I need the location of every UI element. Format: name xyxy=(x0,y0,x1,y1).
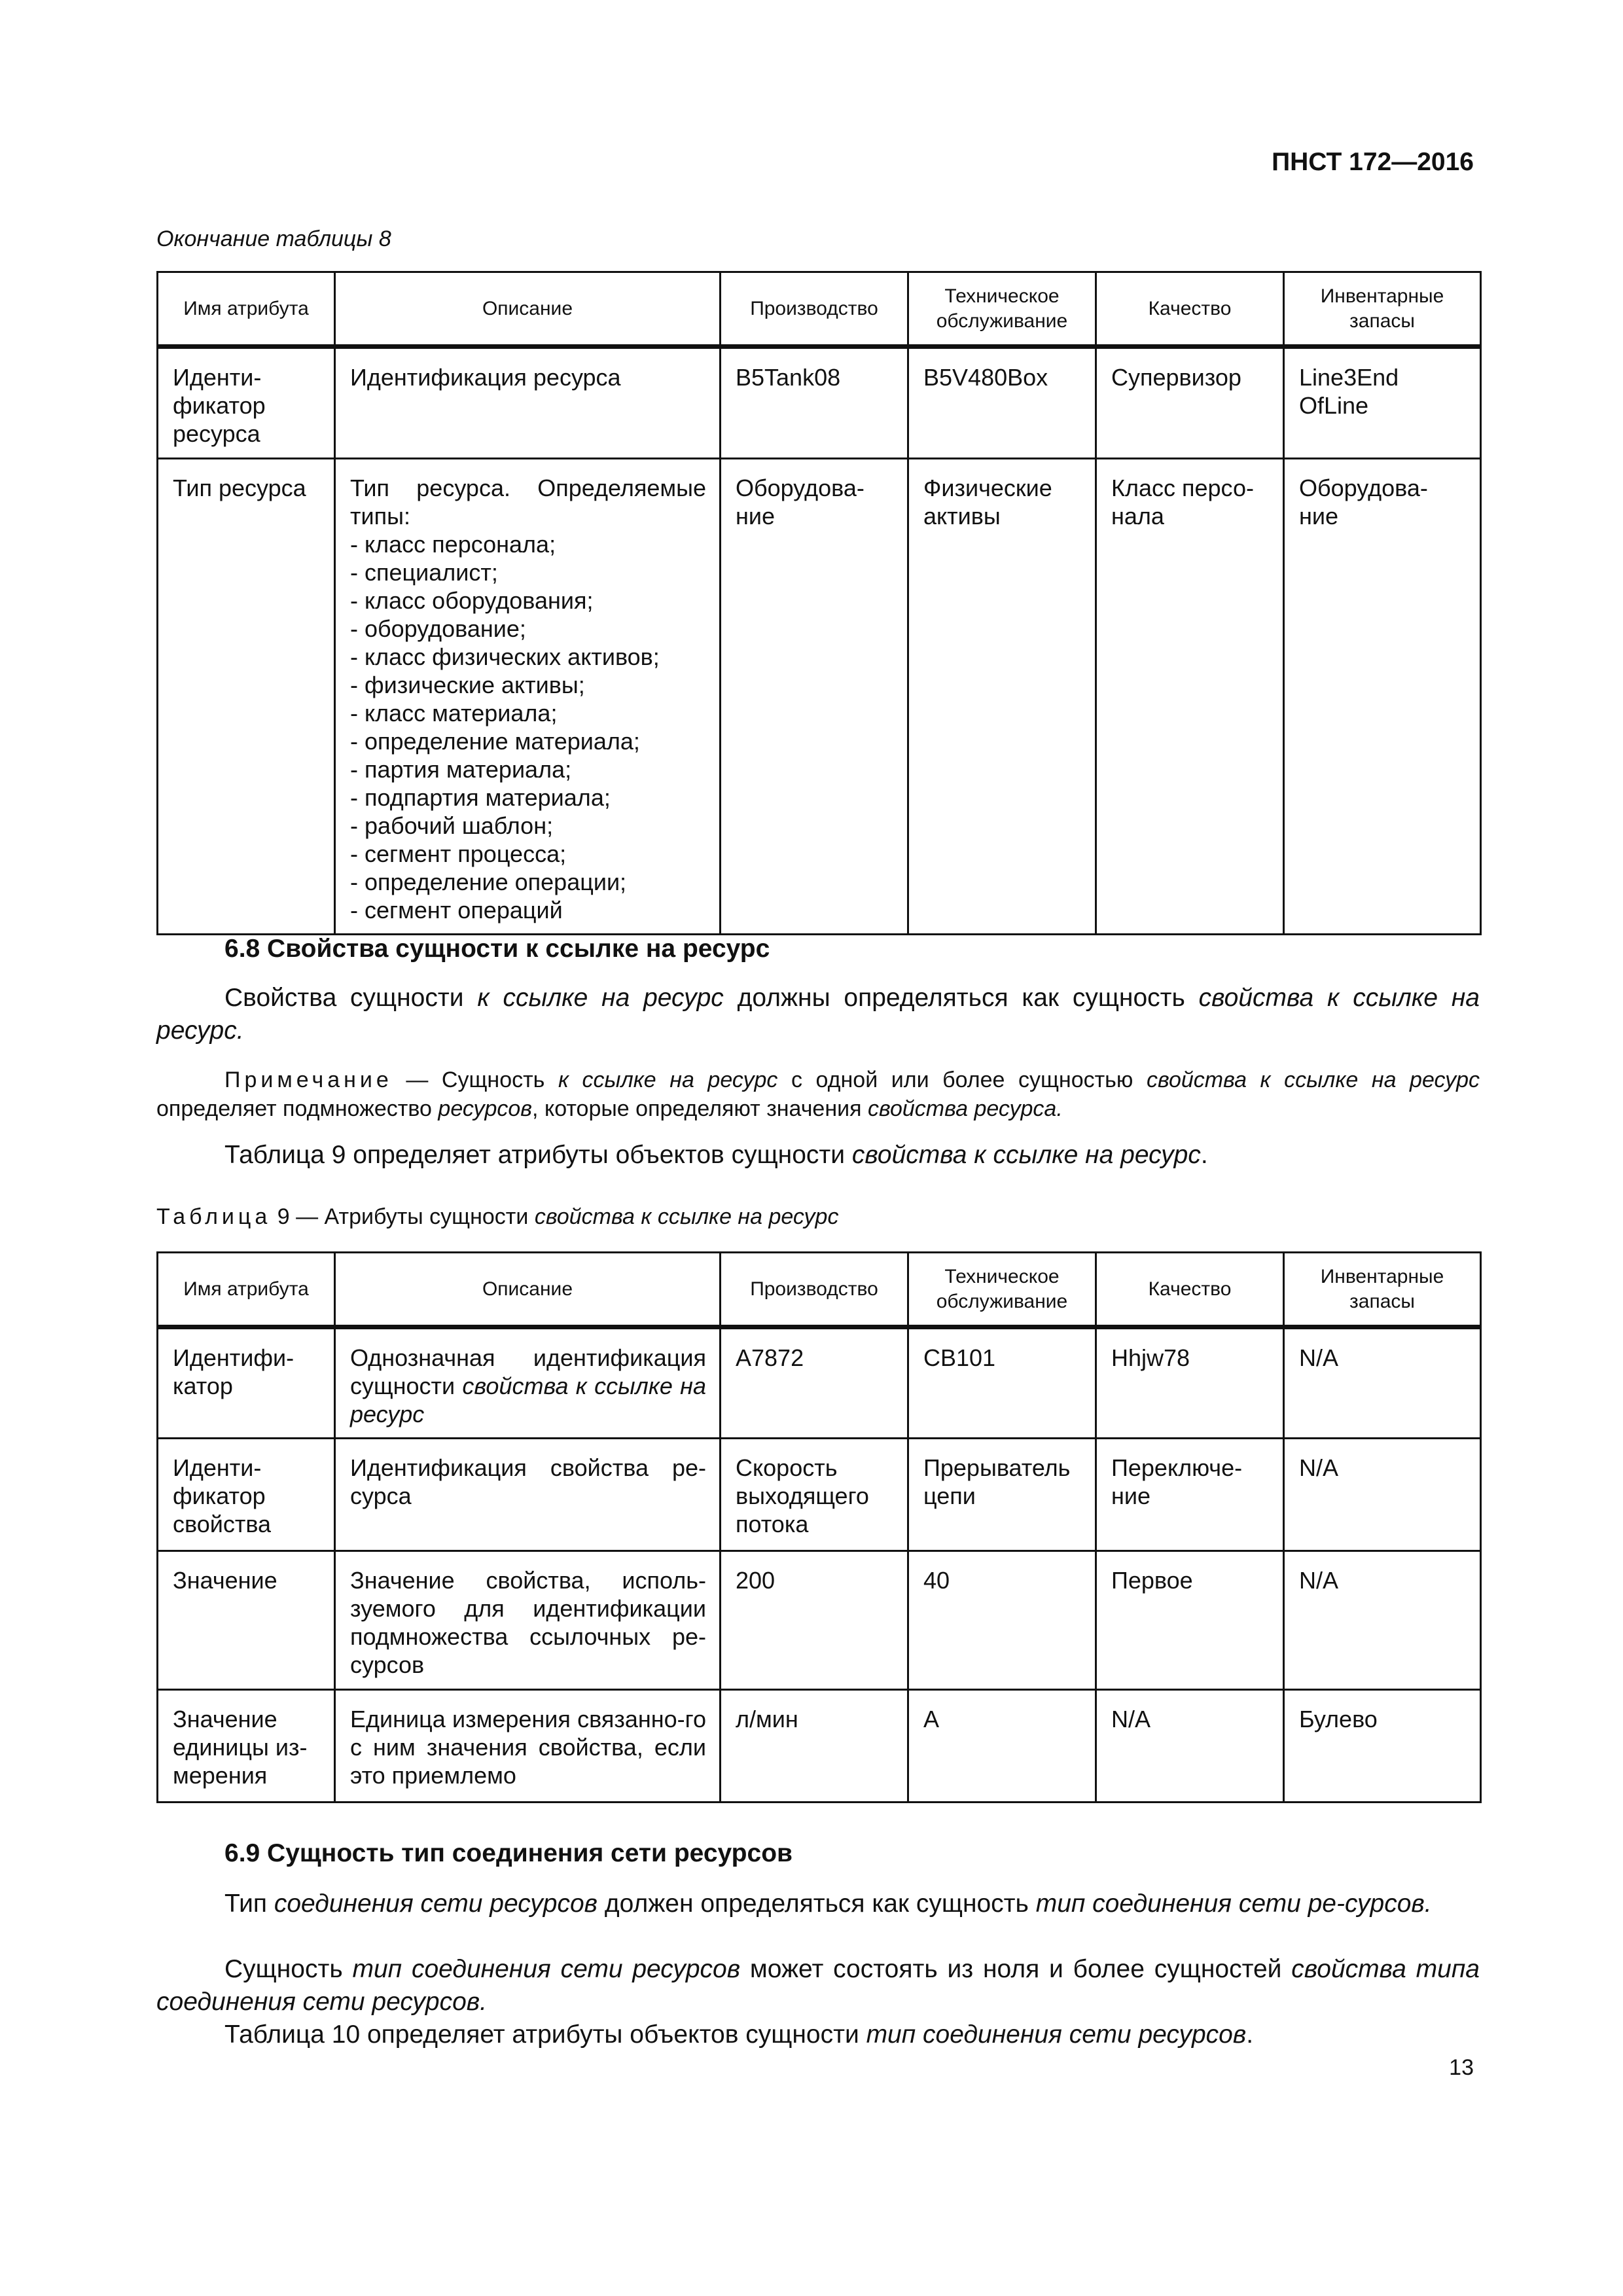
cell-quality: Hhjw78 xyxy=(1096,1327,1284,1439)
list-item: - сегмент операций xyxy=(350,896,706,924)
section-6-9-paragraph-1: Тип соединения сети ресурсов должен определяться как сущность тип соединения сети ре-сурсов. xyxy=(224,1890,1432,1918)
list-item: - класс материала; xyxy=(350,699,706,727)
column-header: Производство xyxy=(721,1253,908,1327)
column-header: Техническое обслуживание xyxy=(908,1253,1096,1327)
section-6-8-note: Примечание — Сущность к ссылке на ресурс с одной или более сущностью свойства к ссылке на ресурс определяет подмножество ресурсов, которые определяют значения свойства ресурса. xyxy=(156,1067,1480,1121)
list-item: - класс персонала; xyxy=(350,530,706,558)
section-6-8-paragraph-2: Таблица 9 определяет атрибуты объектов сущности свойства к ссылке на ресурс. xyxy=(224,1141,1208,1169)
column-header: Качество xyxy=(1096,272,1284,347)
table-row xyxy=(158,459,1481,935)
cell-inventory: N/A xyxy=(1284,1551,1481,1690)
list-item: - определение материала; xyxy=(350,727,706,755)
list-item: - подпартия материала; xyxy=(350,783,706,812)
cell-quality: Класс персо-нала xyxy=(1096,459,1284,935)
table-row xyxy=(158,1439,1481,1551)
list-item: - класс оборудования; xyxy=(350,586,706,615)
cell-description: Идентификация свойства ре-сурса xyxy=(335,1439,721,1551)
list-item: - рабочий шаблон; xyxy=(350,812,706,840)
column-header: Имя атрибута xyxy=(158,272,335,347)
cell-production: Скорость выходящего потока xyxy=(721,1439,908,1551)
table8-caption: Окончание таблицы 8 xyxy=(156,226,391,251)
page-number: 13 xyxy=(1449,2055,1474,2080)
cell-inventory: Line3End OfLine xyxy=(1284,347,1481,459)
cell-maintenance: CB101 xyxy=(908,1327,1096,1439)
list-item: - специалист; xyxy=(350,558,706,586)
cell-attribute-name: Тип ресурса xyxy=(158,459,335,935)
cell-description: Однозначная идентификация сущности свойства к ссылке на ресурс xyxy=(335,1327,721,1439)
table-row xyxy=(158,1551,1481,1690)
document-code: ПНСТ 172—2016 xyxy=(1272,148,1474,176)
section-6-8-heading: 6.8 Свойства сущности к ссылке на ресурс xyxy=(224,935,770,963)
column-header: Описание xyxy=(335,1253,721,1327)
cell-quality: N/A xyxy=(1096,1690,1284,1803)
column-header: Описание xyxy=(335,272,721,347)
cell-inventory: N/A xyxy=(1284,1439,1481,1551)
column-header: Инвентарные запасы xyxy=(1284,1253,1481,1327)
cell-production: 200 xyxy=(721,1551,908,1690)
table9-caption: Таблица 9 — Атрибуты сущности свойства к ссылке на ресурс xyxy=(156,1204,839,1229)
table-row xyxy=(158,347,1481,459)
cell-description: Идентификация ресурса xyxy=(335,347,721,459)
cell-description: Значение свойства, исполь-зуемого для идентификации подмножества ссылочных ре-сурсов xyxy=(335,1551,721,1690)
section-6-8-paragraph-1: Свойства сущности к ссылке на ресурс должны определяться как сущность свойства к ссылке на ресурс. xyxy=(156,984,1480,1045)
cell-maintenance: B5V480Box xyxy=(908,347,1096,459)
cell-inventory: N/A xyxy=(1284,1327,1481,1439)
cell-maintenance: Прерыватель цепи xyxy=(908,1439,1096,1551)
cell-attribute-name: Значение xyxy=(158,1551,335,1690)
column-header: Качество xyxy=(1096,1253,1284,1327)
list-item: - сегмент процесса; xyxy=(350,840,706,868)
list-item: - физические активы; xyxy=(350,671,706,699)
column-header: Имя атрибута xyxy=(158,1253,335,1327)
list-item: - партия материала; xyxy=(350,755,706,783)
cell-attribute-name: Иденти-фикатор ресурса xyxy=(158,347,335,459)
resource-type-list xyxy=(350,530,706,924)
list-item: - определение операции; xyxy=(350,868,706,896)
list-item: - класс физических активов; xyxy=(350,643,706,671)
column-header: Техническое обслуживание xyxy=(908,272,1096,347)
table-8 xyxy=(156,271,1482,935)
cell-production: B5Tank08 xyxy=(721,347,908,459)
cell-attribute-name: Идентифи-катор xyxy=(158,1327,335,1439)
section-6-9-paragraph-2: Сущность тип соединения сети ресурсов может состоять из ноля и более сущностей свойства типа соединения сети ресурсов. xyxy=(156,1955,1480,2016)
column-header: Инвентарные запасы xyxy=(1284,272,1481,347)
cell-quality: Супервизор xyxy=(1096,347,1284,459)
cell-inventory: Оборудова-ние xyxy=(1284,459,1481,935)
cell-maintenance: A xyxy=(908,1690,1096,1803)
section-6-9-paragraph-3: Таблица 10 определяет атрибуты объектов сущности тип соединения сети ресурсов. xyxy=(224,2020,1254,2049)
cell-production: Оборудова-ние xyxy=(721,459,908,935)
cell-quality: Переключе-ние xyxy=(1096,1439,1284,1551)
cell-attribute-name: Иденти-фикатор свойства xyxy=(158,1439,335,1551)
cell-maintenance: Физические активы xyxy=(908,459,1096,935)
cell-maintenance: 40 xyxy=(908,1551,1096,1690)
cell-quality: Первое xyxy=(1096,1551,1284,1690)
cell-production: л/мин xyxy=(721,1690,908,1803)
column-header: Производство xyxy=(721,272,908,347)
table-row xyxy=(158,1327,1481,1439)
table-9 xyxy=(156,1251,1482,1803)
list-item: - оборудование; xyxy=(350,615,706,643)
cell-production: A7872 xyxy=(721,1327,908,1439)
cell-description xyxy=(335,459,721,935)
cell-description: Единица измерения связанно-го с ним значения свойства, если это приемлемо xyxy=(335,1690,721,1803)
table-row xyxy=(158,1690,1481,1803)
section-6-9-heading: 6.9 Сущность тип соединения сети ресурсов xyxy=(224,1839,793,1867)
cell-inventory: Булево xyxy=(1284,1690,1481,1803)
description-intro: Тип ресурса. Определяемые типы: xyxy=(350,475,706,529)
cell-attribute-name: Значение единицы из-мерения xyxy=(158,1690,335,1803)
